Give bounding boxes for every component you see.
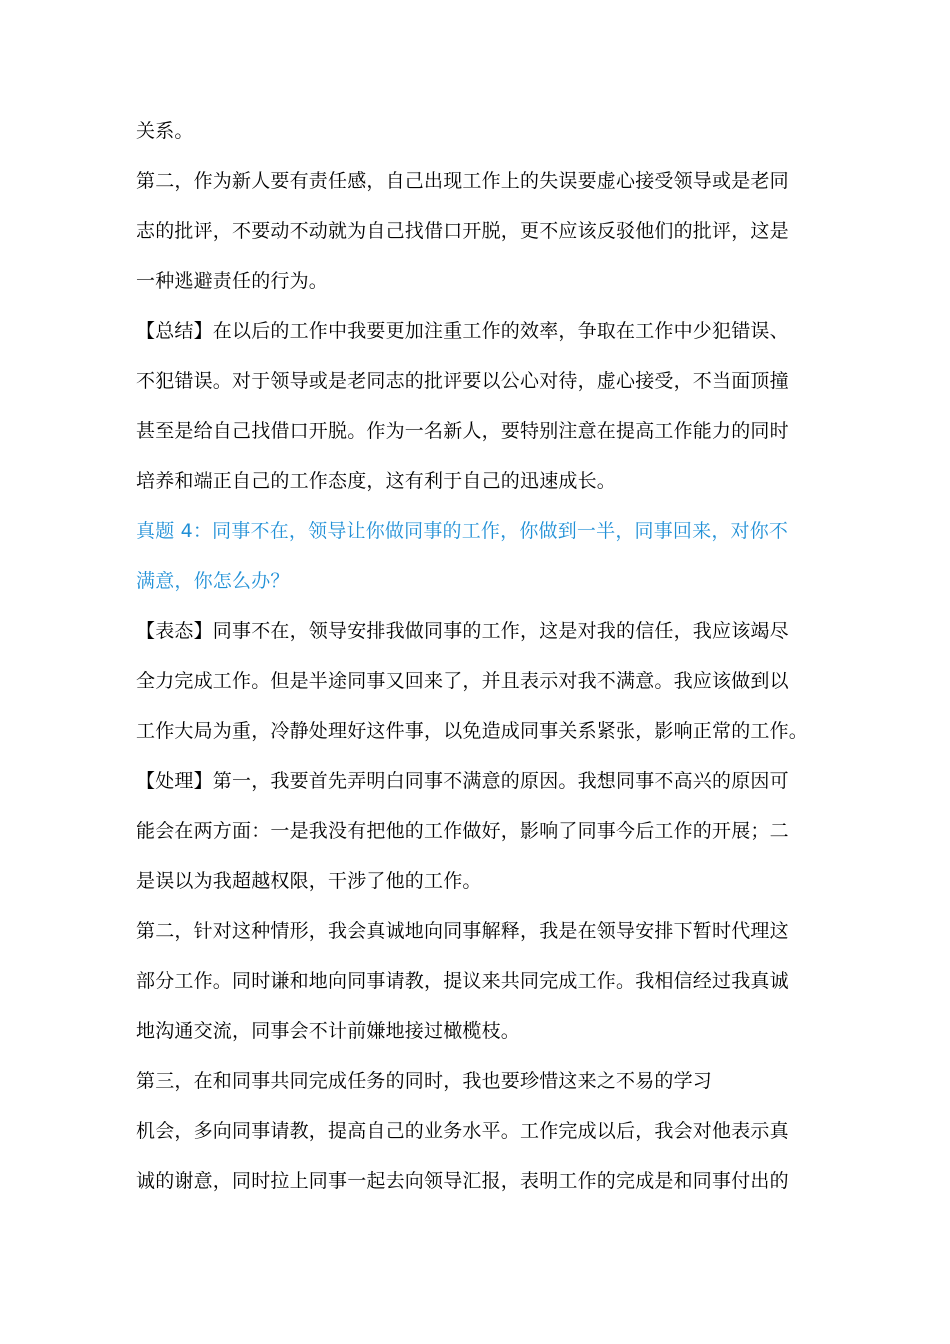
text-line: 不犯错误。对于领导或是老同志的批评要以公心对待，虚心接受，不当面顶撞 bbox=[136, 370, 789, 392]
text-line: 部分工作。同时谦和地向同事请教，提议来共同完成工作。我相信经过我真诚 bbox=[136, 970, 789, 992]
text-line: 【表态】同事不在，领导安排我做同事的工作，这是对我的信任，我应该竭尽 bbox=[136, 620, 789, 642]
text-line: 第二，针对这种情形，我会真诚地向同事解释，我是在领导安排下暂时代理这 bbox=[136, 920, 789, 942]
text-line: 培养和端正自己的工作态度，这有利于自己的迅速成长。 bbox=[136, 470, 617, 492]
text-line: 全力完成工作。但是半途同事又回来了，并且表示对我不满意。我应该做到以 bbox=[136, 670, 789, 692]
text-line: 是误以为我超越权限，干涉了他的工作。 bbox=[136, 870, 482, 892]
text-line: 工作大局为重，冷静处理好这件事，以免造成同事关系紧张，影响正常的工作。 bbox=[136, 720, 809, 742]
question-heading-line: 满意，你怎么办？ bbox=[136, 570, 290, 592]
text-line: 第二，作为新人要有责任感，自己出现工作上的失误要虚心接受领导或是老同 bbox=[136, 170, 789, 192]
text-line: 志的批评，不要动不动就为自己找借口开脱，更不应该反驳他们的批评，这是 bbox=[136, 220, 789, 242]
text-line: 机会，多向同事请教，提高自己的业务水平。工作完成以后，我会对他表示真 bbox=[136, 1120, 789, 1142]
text-line: 诚的谢意，同时拉上同事一起去向领导汇报，表明工作的完成是和同事付出的 bbox=[136, 1170, 789, 1192]
text-line: 【总结】在以后的工作中我要更加注重工作的效率，争取在工作中少犯错误、 bbox=[136, 320, 789, 342]
text-line: 能会在两方面：一是我没有把他的工作做好，影响了同事今后工作的开展；二 bbox=[136, 820, 789, 842]
text-line: 一种逃避责任的行为。 bbox=[136, 270, 329, 292]
text-line: 关系。 bbox=[136, 120, 194, 142]
text-line: 地沟通交流，同事会不计前嫌地接过橄榄枝。 bbox=[136, 1020, 521, 1042]
text-line: 【处理】第一，我要首先弄明白同事不满意的原因。我想同事不高兴的原因可 bbox=[136, 770, 789, 792]
text-line: 甚至是给自己找借口开脱。作为一名新人，要特别注意在提高工作能力的同时 bbox=[136, 420, 789, 442]
text-line: 第三，在和同事共同完成任务的同时，我也要珍惜这来之不易的学习 bbox=[136, 1070, 713, 1092]
question-heading-line: 真题 4：同事不在，领导让你做同事的工作，你做到一半，同事回来，对你不 bbox=[136, 520, 789, 542]
